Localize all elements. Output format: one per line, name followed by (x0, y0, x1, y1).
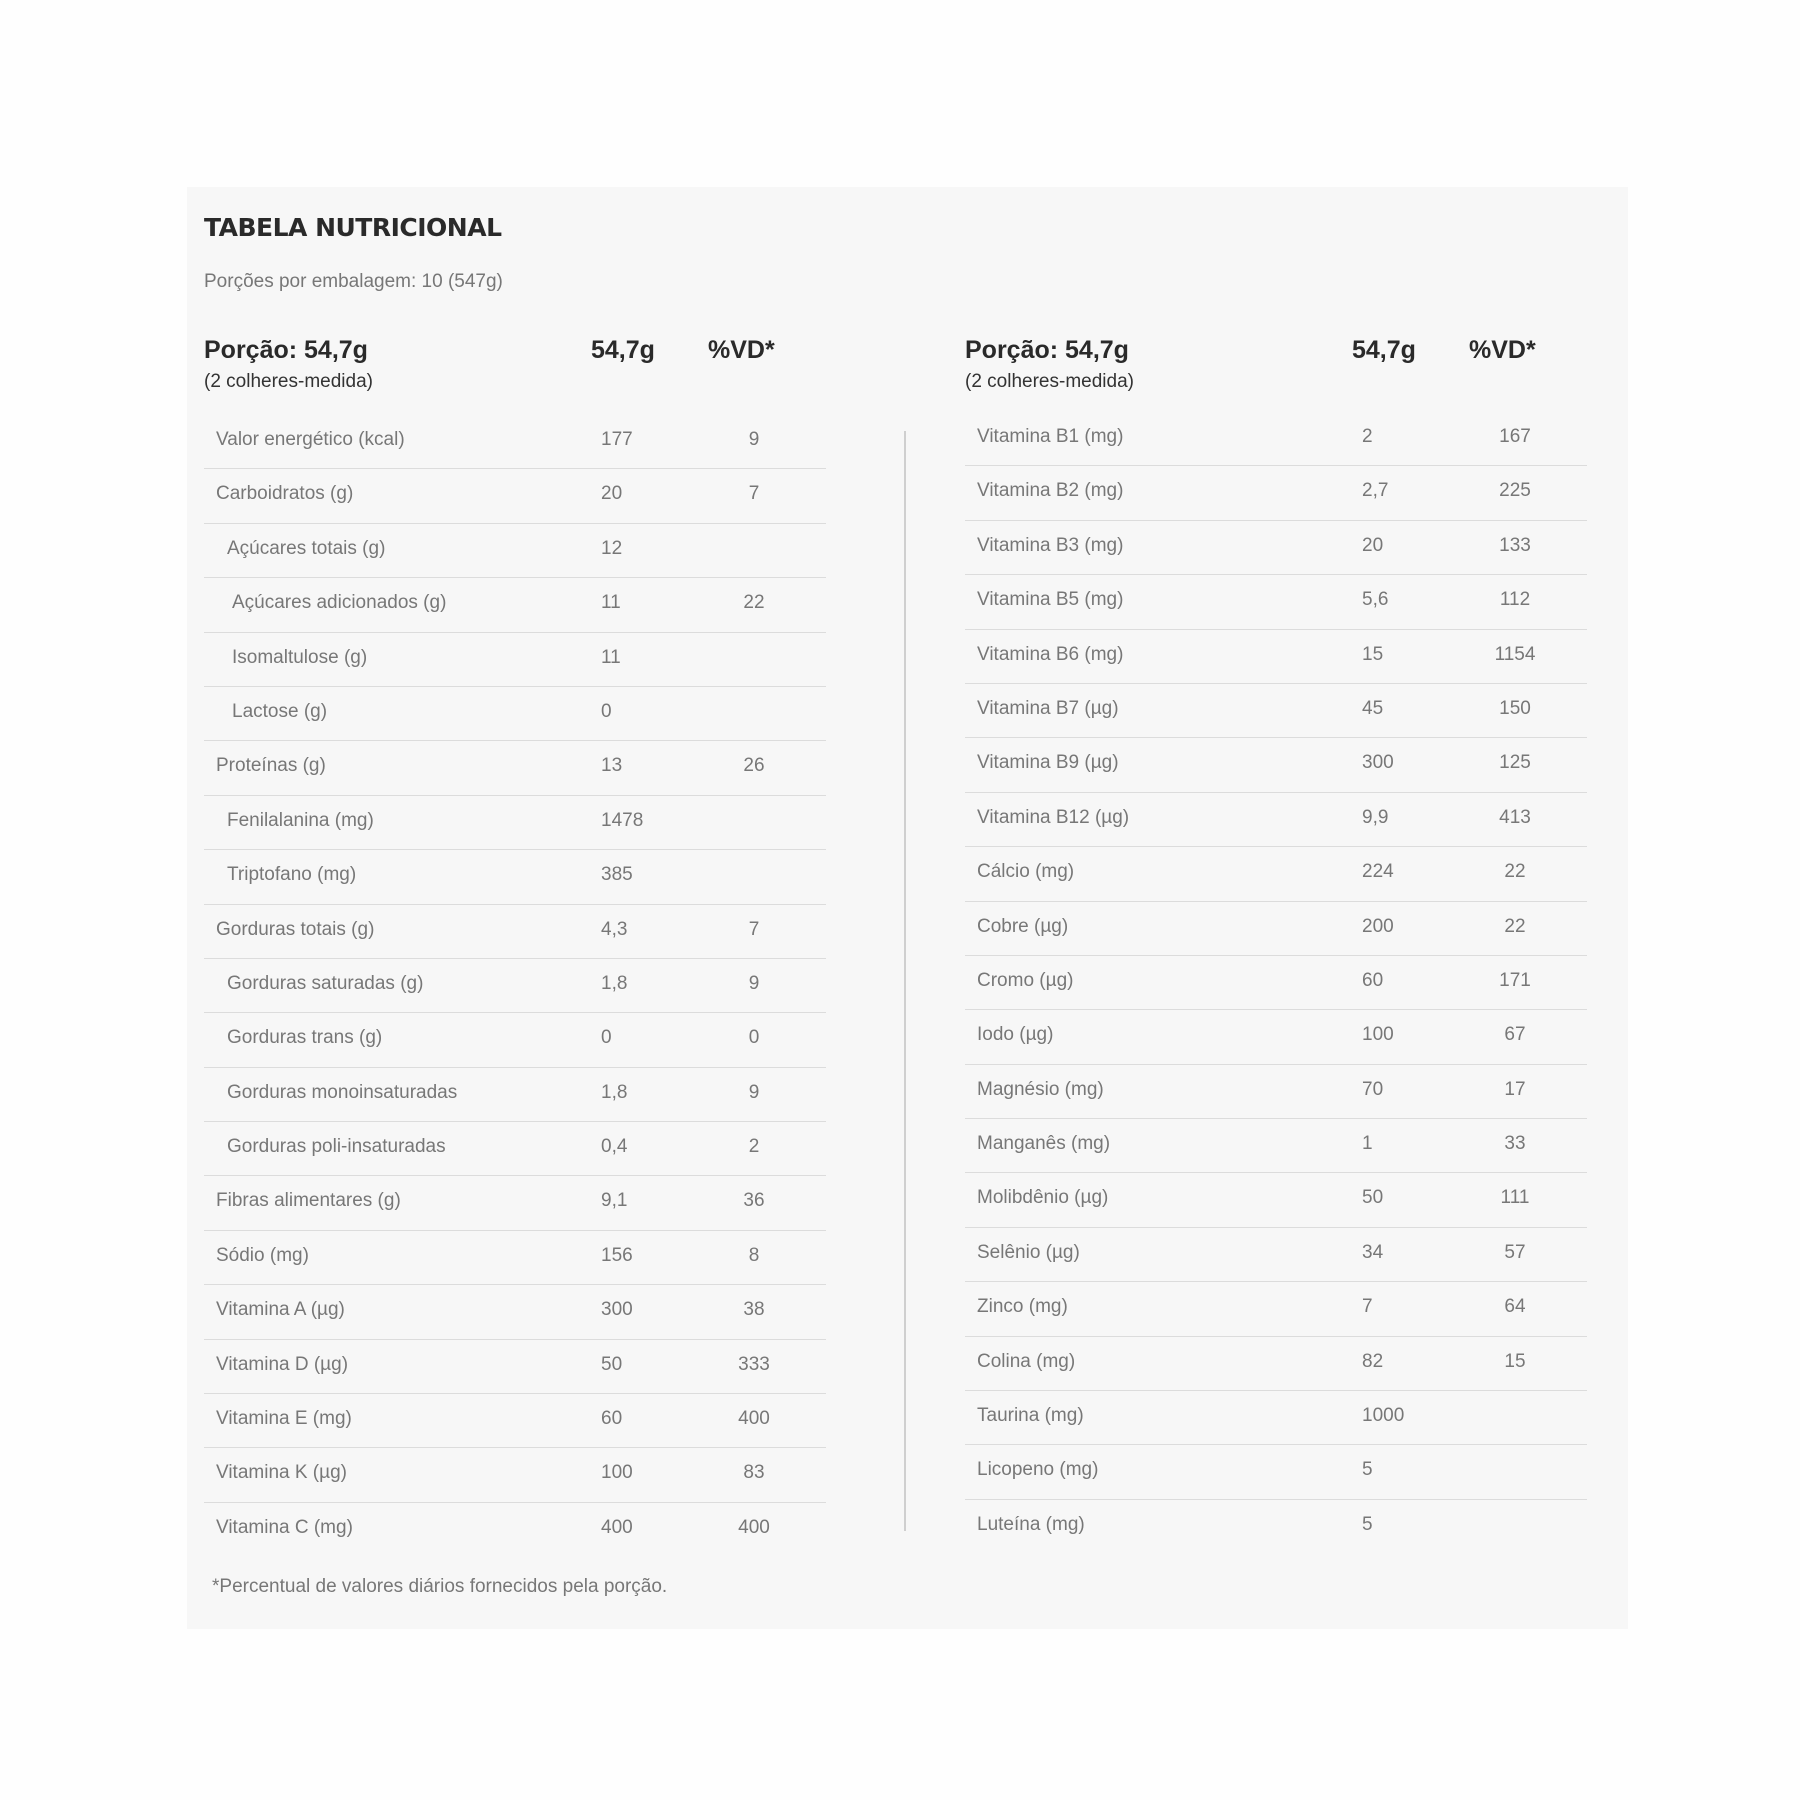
nutrient-amount: 82 (1362, 1350, 1384, 1372)
nutrient-name: Cobre (µg) (977, 915, 1069, 937)
nutrient-vd: 64 (1504, 1296, 1526, 1318)
nutrient-amount: 13 (601, 755, 623, 777)
nutrient-amount: 385 (601, 864, 633, 886)
nutrient-amount: 1000 (1362, 1405, 1405, 1427)
nutrient-list-right (965, 412, 1587, 1553)
nutrient-name: Colina (mg) (977, 1350, 1076, 1372)
nutrient-vd: 67 (1504, 1024, 1526, 1046)
nutrient-amount: 4,3 (601, 918, 628, 940)
nutrient-amount: 177 (601, 429, 633, 450)
table-row (965, 1010, 1587, 1064)
nutrient-name: Vitamina B5 (mg) (977, 589, 1124, 611)
servings-per-package: Porções por embalagem: 10 (547g) (204, 271, 503, 292)
amount-column-header: 54,7g (1352, 336, 1416, 364)
table-header-left (204, 336, 826, 400)
table-row (204, 578, 826, 632)
nutrient-name: Zinco (mg) (977, 1296, 1068, 1318)
table-row (204, 1340, 826, 1394)
nutrient-vd: 22 (1504, 915, 1526, 937)
nutrient-amount: 60 (601, 1408, 623, 1430)
nutrient-amount: 2,7 (1362, 480, 1389, 502)
table-row (204, 1176, 826, 1230)
nutrient-amount: 12 (601, 537, 623, 559)
nutrient-amount: 200 (1362, 915, 1394, 937)
nutrient-amount: 156 (601, 1244, 633, 1266)
nutrient-name: Taurina (mg) (977, 1405, 1084, 1427)
nutrient-name: Gorduras totais (g) (216, 918, 375, 940)
nutrient-name: Sódio (mg) (216, 1244, 309, 1266)
table-row (965, 1173, 1587, 1227)
nutrient-vd: 83 (743, 1462, 765, 1484)
table-row (965, 684, 1587, 738)
nutrient-amount: 400 (601, 1516, 633, 1538)
nutrient-amount: 1 (1362, 1133, 1373, 1155)
nutrient-list-left (204, 415, 826, 1556)
nutrient-vd: 171 (1499, 969, 1531, 991)
nutrient-vd: 22 (743, 592, 765, 614)
table-row (965, 466, 1587, 520)
nutrient-name: Vitamina B6 (mg) (977, 643, 1124, 665)
nutrient-name: Vitamina B1 (mg) (977, 426, 1124, 447)
nutrient-vd: 9 (748, 972, 760, 994)
nutrition-table-panel (187, 187, 1628, 1629)
nutrient-vd: 17 (1504, 1078, 1526, 1100)
nutrient-name: Magnésio (mg) (977, 1078, 1104, 1100)
table-row (965, 793, 1587, 847)
nutrient-name: Fenilalanina (mg) (227, 809, 374, 831)
nutrient-vd: 9 (748, 1081, 760, 1103)
table-row (204, 1231, 826, 1285)
nutrient-vd: 1154 (1494, 643, 1536, 665)
table-row (965, 575, 1587, 629)
footnote: *Percentual de valores diários fornecidos pela porção. (212, 1576, 668, 1597)
nutrient-name: Gorduras trans (g) (227, 1027, 383, 1049)
nutrient-vd: 7 (748, 918, 760, 940)
nutrient-amount: 0,4 (601, 1136, 628, 1158)
table-row (965, 847, 1587, 901)
nutrient-name: Licopeno (mg) (977, 1459, 1099, 1481)
table-row (965, 1228, 1587, 1282)
nutrient-amount: 60 (1362, 969, 1384, 991)
vd-column-header: %VD* (1469, 336, 1536, 364)
nutrient-name: Molibdênio (µg) (977, 1187, 1109, 1209)
nutrient-amount: 0 (601, 700, 612, 722)
nutrient-amount: 20 (1362, 534, 1384, 556)
nutrient-name: Vitamina E (mg) (216, 1408, 352, 1430)
table-row (965, 1445, 1587, 1499)
portion-label: Porção: 54,7g (965, 336, 1129, 364)
vd-column-header: %VD* (708, 336, 775, 364)
page-title: TABELA NUTRICIONAL (204, 213, 502, 242)
nutrient-amount: 34 (1362, 1241, 1384, 1263)
nutrient-vd: 400 (738, 1516, 770, 1538)
nutrient-vd: 413 (1499, 806, 1531, 828)
nutrient-name: Vitamina C (mg) (216, 1516, 353, 1538)
nutrient-vd: 15 (1504, 1350, 1526, 1372)
nutrient-name: Proteínas (g) (216, 755, 326, 777)
nutrient-name: Triptofano (mg) (227, 864, 357, 886)
nutrient-name: Gorduras monoinsaturadas (227, 1081, 458, 1103)
nutrient-amount: 300 (1362, 752, 1394, 774)
nutrient-amount: 50 (601, 1353, 623, 1375)
nutrient-amount: 5 (1362, 1513, 1373, 1535)
table-row (965, 738, 1587, 792)
portion-measure: (2 colheres-medida) (204, 371, 373, 392)
table-row (204, 1068, 826, 1122)
nutrient-name: Manganês (mg) (977, 1133, 1111, 1155)
nutrient-vd: 167 (1499, 426, 1531, 447)
table-row (965, 1282, 1587, 1336)
nutrient-name: Vitamina D (µg) (216, 1353, 349, 1375)
table-row (204, 1448, 826, 1502)
nutrient-vd: 38 (743, 1299, 765, 1321)
nutrient-name: Açúcares adicionados (g) (232, 592, 447, 614)
nutrient-vd: 400 (738, 1408, 770, 1430)
nutrient-amount: 45 (1362, 697, 1384, 719)
nutrient-vd: 112 (1499, 589, 1531, 611)
table-row (965, 521, 1587, 575)
nutrient-vd: 150 (1499, 697, 1531, 719)
nutrient-vd: 125 (1499, 752, 1531, 774)
nutrient-vd: 26 (743, 755, 765, 777)
table-row (204, 1013, 826, 1067)
nutrient-name: Açúcares totais (g) (227, 537, 386, 559)
nutrient-vd: 0 (748, 1027, 760, 1049)
nutrient-name: Gorduras saturadas (g) (227, 972, 424, 994)
table-row (965, 1391, 1587, 1445)
nutrient-name: Vitamina K (µg) (216, 1462, 347, 1484)
table-row (204, 687, 826, 741)
table-row (965, 1065, 1587, 1119)
table-row (965, 956, 1587, 1010)
nutrient-vd: 111 (1500, 1187, 1530, 1209)
table-row (204, 1122, 826, 1176)
table-row (204, 1503, 826, 1556)
nutrient-name: Vitamina B2 (mg) (977, 480, 1124, 502)
nutrient-amount: 224 (1362, 861, 1394, 883)
nutrient-vd: 133 (1499, 534, 1531, 556)
nutrient-name: Selênio (µg) (977, 1241, 1080, 1263)
nutrient-amount: 11 (601, 646, 621, 668)
nutrient-amount: 100 (601, 1462, 633, 1484)
table-row (204, 741, 826, 795)
nutrient-amount: 20 (601, 483, 623, 505)
nutrient-name: Luteína (mg) (977, 1513, 1085, 1535)
nutrient-amount: 300 (601, 1299, 633, 1321)
nutrient-name: Cálcio (mg) (977, 861, 1075, 883)
nutrient-name: Valor energético (kcal) (216, 429, 405, 450)
nutrient-amount: 11 (601, 592, 621, 614)
nutrient-amount: 1,8 (601, 972, 628, 994)
table-row (204, 850, 826, 904)
table-row (204, 959, 826, 1013)
nutrient-name: Cromo (µg) (977, 969, 1074, 991)
table-row (204, 1285, 826, 1339)
nutrient-amount: 5,6 (1362, 589, 1389, 611)
nutrient-name: Fibras alimentares (g) (216, 1190, 401, 1212)
table-row (204, 469, 826, 523)
nutrient-name: Isomaltulose (g) (232, 646, 368, 668)
nutrient-name: Vitamina B9 (µg) (977, 752, 1119, 774)
nutrient-name: Gorduras poli-insaturadas (227, 1136, 446, 1158)
table-row (204, 796, 826, 850)
nutrient-name: Vitamina B7 (µg) (977, 697, 1119, 719)
table-row (965, 902, 1587, 956)
nutrient-amount: 2 (1362, 426, 1373, 447)
amount-column-header: 54,7g (591, 336, 655, 364)
column-divider (904, 431, 906, 1531)
nutrient-name: Carboidratos (g) (216, 483, 354, 505)
nutrient-vd: 7 (748, 483, 760, 505)
nutrient-vd: 8 (748, 1244, 760, 1266)
nutrient-vd: 225 (1499, 480, 1531, 502)
nutrient-amount: 1,8 (601, 1081, 628, 1103)
nutrient-amount: 5 (1362, 1459, 1373, 1481)
nutrient-amount: 0 (601, 1027, 612, 1049)
table-row (204, 905, 826, 959)
nutrient-vd: 33 (1504, 1133, 1526, 1155)
nutrient-name: Iodo (µg) (977, 1024, 1054, 1046)
table-row (204, 1394, 826, 1448)
table-row (965, 630, 1587, 684)
table-row (204, 415, 826, 469)
nutrient-amount: 7 (1362, 1296, 1373, 1318)
nutrient-amount: 100 (1362, 1024, 1394, 1046)
nutrient-amount: 50 (1362, 1187, 1384, 1209)
nutrient-amount: 9,1 (601, 1190, 628, 1212)
nutrient-amount: 9,9 (1362, 806, 1389, 828)
table-row (204, 524, 826, 578)
nutrient-vd: 9 (748, 429, 760, 450)
table-header-right (965, 336, 1587, 400)
nutrient-name: Vitamina A (µg) (216, 1299, 345, 1321)
nutrient-vd: 36 (743, 1190, 765, 1212)
nutrient-vd: 333 (738, 1353, 770, 1375)
nutrient-name: Vitamina B3 (mg) (977, 534, 1124, 556)
table-row (204, 633, 826, 687)
nutrient-amount: 15 (1362, 643, 1384, 665)
nutrient-amount: 1478 (601, 809, 644, 831)
table-row (965, 412, 1587, 466)
nutrient-name: Lactose (g) (232, 700, 328, 722)
table-row (965, 1500, 1587, 1553)
nutrient-vd: 22 (1504, 861, 1526, 883)
nutrient-name: Vitamina B12 (µg) (977, 806, 1130, 828)
table-row (965, 1337, 1587, 1391)
portion-label: Porção: 54,7g (204, 336, 368, 364)
nutrient-vd: 57 (1504, 1241, 1526, 1263)
nutrient-amount: 70 (1362, 1078, 1384, 1100)
portion-measure: (2 colheres-medida) (965, 371, 1134, 392)
nutrient-vd: 2 (748, 1136, 760, 1158)
table-row (965, 1119, 1587, 1173)
